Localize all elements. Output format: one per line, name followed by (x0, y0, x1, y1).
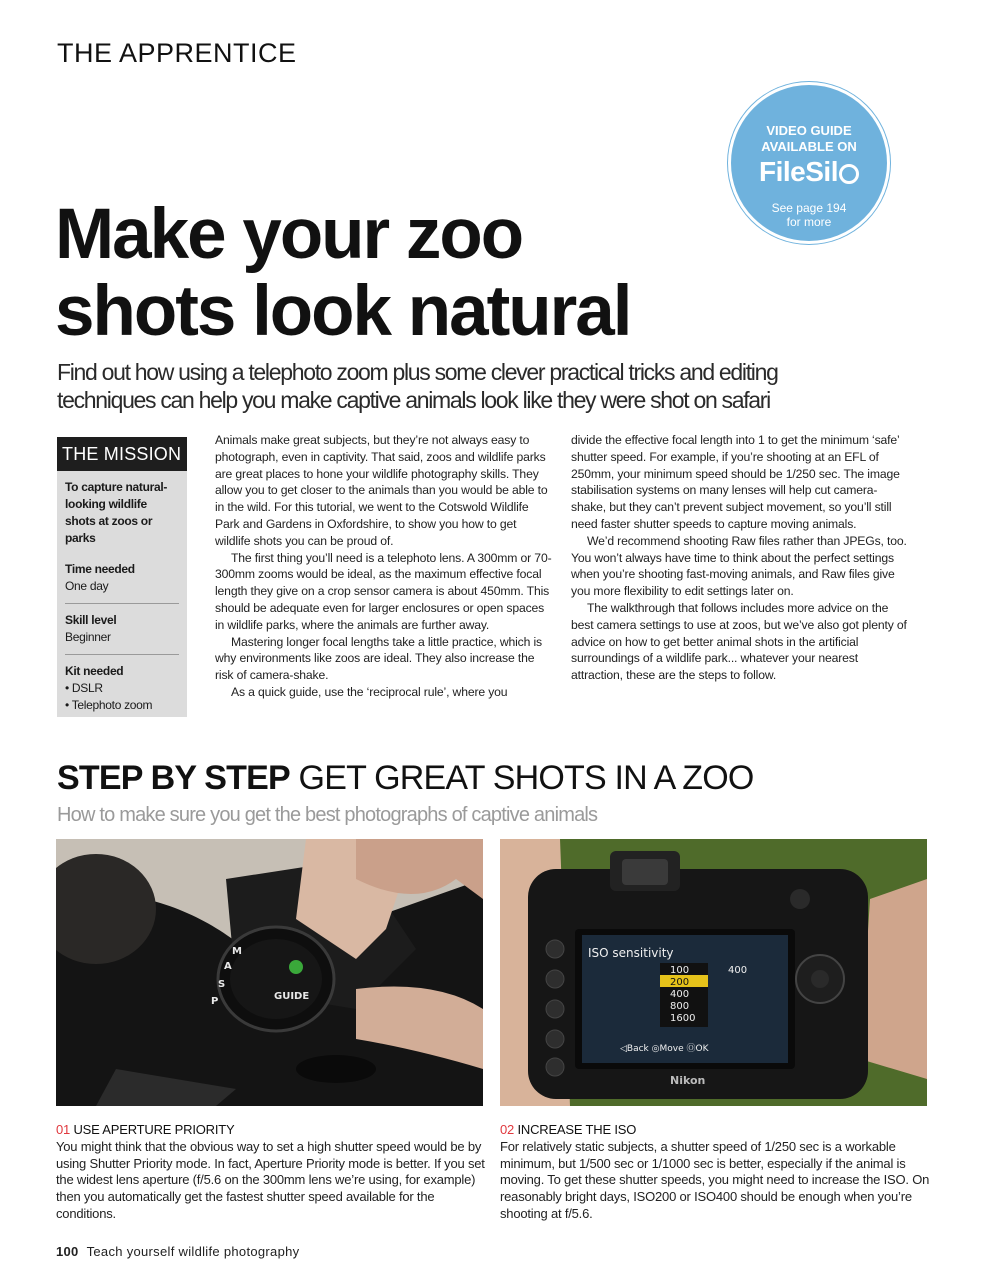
headline-line1: Make your zoo (55, 195, 523, 274)
kit-label: Kit needed (65, 664, 124, 678)
standfirst-line2: techniques can help you make captive animals look like they were shot on safari (57, 387, 770, 413)
step-title: INCREASE THE ISO (517, 1122, 637, 1137)
kit-item: • Telephoto zoom (65, 698, 153, 712)
time-value: One day (65, 579, 109, 593)
body-column-1 (215, 432, 553, 701)
dial-mark: S (218, 979, 226, 990)
step-text: For relatively static subjects, a shutter speed of 1/250 sec is a workable minimum, but 1/500 sec or 1/1000 sec is better, especially if the animal is moving. To get these shutter speeds, you might need to increase the ISO. On reasonably bright days, ISO200 or ISO400 should be enough when you’re shooting at f/5.6. (500, 1138, 930, 1221)
step-title-bold: STEP BY STEP (57, 759, 290, 797)
body-paragraph: Mastering longer focal lengths take a little practice, which is why environments like zoos are ideal. They also increase the risk of camera-shake. (215, 634, 542, 683)
iso-menu-illustration (500, 839, 927, 1106)
divider (65, 603, 179, 604)
step-1-caption (56, 1122, 486, 1223)
headline-line2: shots look natural (55, 272, 631, 351)
iso-footer: ◁Back ◎Move ⓄOK (620, 1044, 709, 1054)
article-headline (55, 196, 735, 350)
skill-value: Beginner (65, 630, 111, 644)
badge-line1: VIDEO GUIDE (766, 123, 852, 138)
iso-option: 800 (670, 1001, 690, 1012)
mission-box (57, 437, 187, 717)
body-paragraph: We’d recommend shooting Raw files rather than JPEGs, too. You won’t always have time to think about the perfect settings when you’re shooting fast-moving animals, and Raw files give you more flexibility to edit settings later on. (571, 533, 907, 599)
body-paragraph: Animals make great subjects, but they’re not always easy to photograph, even in captivity. That said, zoos and wildlife parks are great places to hone your wildlife photography skills. They allow you to get closer to the animals than you would be able to in the wild. For this tutorial, we went to the Cotswold Wildlife Park and Gardens in Oxfordshire, to show you how to get wildlife shots you can be proud of. (215, 433, 548, 548)
mission-heading: THE MISSION (57, 437, 187, 471)
article-standfirst (57, 358, 937, 414)
iso-option: 1600 (670, 1013, 696, 1024)
kit-item: • DSLR (65, 681, 103, 695)
publication-name: Teach yourself wildlife photography (86, 1244, 300, 1259)
step-by-step-subtitle: How to make sure you get the best photographs of captive animals (57, 804, 598, 826)
section-label: THE APPRENTICE (57, 38, 297, 68)
iso-menu-title: ISO sensitivity (588, 946, 674, 960)
step-1-photo (56, 839, 483, 1106)
body-paragraph: The first thing you’ll need is a telephoto lens. A 300mm or 70-300mm zooms would be ideal, as the maximum effective focal length they give on a crop sensor camera is about 450mm. This should be adequate even for larger enclosures or open spaces in wildlife parks, where the animals are further away. (215, 550, 552, 632)
camera-brand: Nikon (670, 1074, 706, 1087)
time-label: Time needed (65, 562, 135, 576)
skill-label: Skill level (65, 613, 117, 627)
badge-line4: for more (786, 215, 832, 229)
step-title-rest: GET GREAT SHOTS IN A ZOO (289, 759, 754, 797)
step-text: You might think that the obvious way to set a high shutter speed would be by using Shutter Priority mode. In fact, Aperture Priority mode is better. If you set the widest lens aperture (f/5.6 on the 300mm lens we’re using, for example) then you automatically get the fastest shutter speed available for the conditions. (56, 1138, 485, 1221)
dial-mark: M (232, 946, 242, 957)
filesilo-logo (731, 157, 887, 187)
step-by-step-title (57, 758, 754, 798)
body-column-2 (571, 432, 909, 684)
step-title: USE APERTURE PRIORITY (73, 1122, 235, 1137)
body-paragraph: divide the effective focal length into 1 to get the minimum ‘safe’ shutter speed. For example, if you’re shooting at an EFL of 250mm, your minimum speed should be 1/250 sec. The image stabilisation systems on many lenses will help cut camera-shake, but they can’t prevent subject movement, so you’ll still need faster shutter speeds to capture moving animals. (571, 433, 900, 531)
iso-current: 400 (728, 965, 748, 976)
page-number: 100 (56, 1244, 79, 1259)
iso-option: 100 (670, 965, 690, 976)
mission-goal: To capture natural-looking wildlife shots at zoos or parks (65, 480, 168, 545)
step-2-photo (500, 839, 927, 1106)
dial-mark: P (211, 996, 219, 1007)
badge-line3: See page 194 (771, 201, 847, 215)
body-paragraph: As a quick guide, use the ‘reciprocal rule’, where you (231, 684, 508, 699)
divider (65, 654, 179, 655)
standfirst-line1: Find out how using a telephoto zoom plus some clever practical tricks and editing (57, 359, 778, 385)
body-paragraph: The walkthrough that follows includes more advice on the best camera settings to use at zoos, but we’ve also got plenty of advice on how to get better animal shots in the artificial surroundings of a wildlife park... whatever your nearest attraction, these are the steps to follow. (571, 600, 907, 683)
step-2-caption (500, 1122, 930, 1223)
step-number: 02 (500, 1122, 515, 1137)
iso-option: 400 (670, 989, 690, 1000)
page-footer (56, 1244, 299, 1259)
filesilo-logo-text: FileSil (759, 156, 838, 187)
lock-o-icon (839, 164, 859, 184)
mode-dial-illustration (56, 839, 483, 1106)
iso-option: 200 (670, 977, 690, 988)
badge-line2: AVAILABLE ON (761, 139, 857, 154)
dial-mark: GUIDE (274, 991, 310, 1002)
video-guide-badge[interactable] (728, 82, 890, 244)
dial-mark: A (224, 961, 232, 972)
step-number: 01 (56, 1122, 71, 1137)
